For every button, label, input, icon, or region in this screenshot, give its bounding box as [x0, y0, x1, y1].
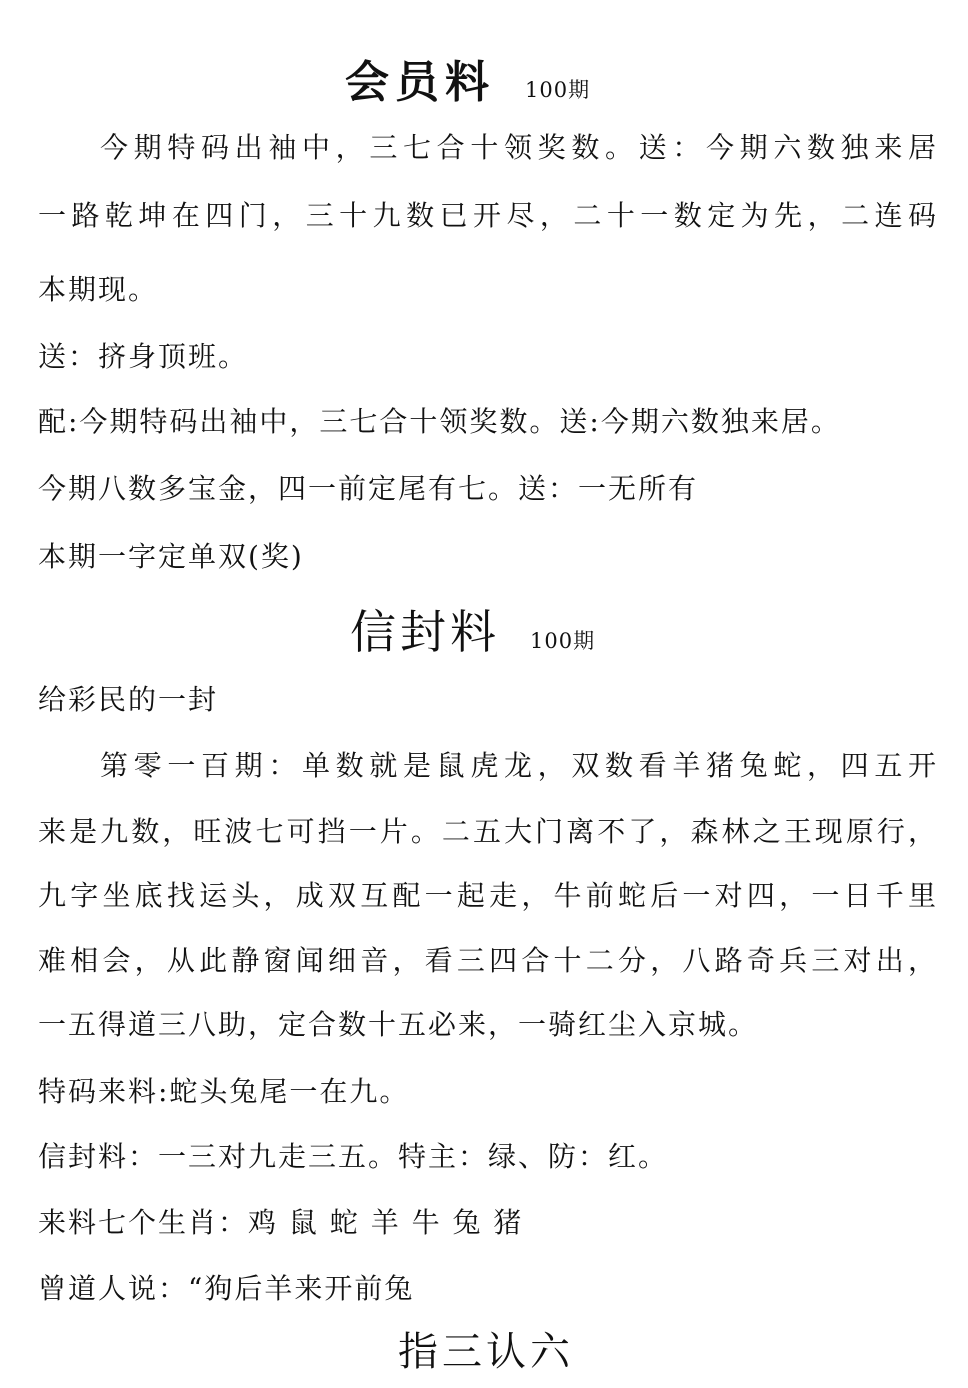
text-line: 信封料：一三对九走三五。特主：绿、防：红。	[38, 1140, 669, 1173]
text-line: 一路乾坤在四门，三十九数已开尽，二十一数定为先，二连码	[38, 199, 938, 232]
text-line: 来料七个生肖：鸡 鼠 蛇 羊 牛 兔 猪	[38, 1206, 524, 1239]
period-label: 100期	[525, 78, 591, 102]
text-line: 今期特码出袖中，三七合十领奖数。送：今期六数独来居	[100, 131, 938, 164]
text-line: 送：挤身顶班。	[38, 340, 249, 373]
text-line: 九字坐底找运头，成双互配一起走，牛前蛇后一对四，一日千里	[38, 879, 938, 912]
text-line: 难相会，从此静窗闻细音，看三四合十二分，八路奇兵三对出，	[38, 944, 938, 977]
text-line: 第零一百期：单数就是鼠虎龙，双数看羊猪兔蛇，四五开	[100, 749, 938, 782]
section-title: 会员料	[345, 57, 495, 108]
section-heading-final	[398, 1320, 574, 1377]
text-line: 本期一字定单双(奖)	[38, 540, 304, 573]
section-heading-members	[345, 46, 590, 110]
text-line: 曾道人说：“狗后羊来开前兔	[38, 1272, 415, 1305]
text-line: 来是九数，旺波七可挡一片。二五大门离不了，森林之王现原行，	[38, 815, 938, 848]
text-line: 本期现。	[38, 273, 159, 306]
text-line: 一五得道三八助，定合数十五必来，一骑红尘入京城。	[38, 1008, 759, 1041]
text-line: 配:今期特码出袖中，三七合十领奖数。送:今期六数独来居。	[38, 405, 841, 438]
text-line: 给彩民的一封	[38, 683, 219, 716]
text-line: 特码来料:蛇头兔尾一在九。	[38, 1075, 410, 1108]
section-title: 指三认六	[398, 1329, 574, 1375]
section-title: 信封料	[350, 605, 500, 659]
period-label: 100期	[530, 629, 596, 653]
text-line: 今期八数多宝金，四一前定尾有七。送：一无所有	[38, 472, 699, 505]
section-heading-envelope	[350, 596, 595, 662]
